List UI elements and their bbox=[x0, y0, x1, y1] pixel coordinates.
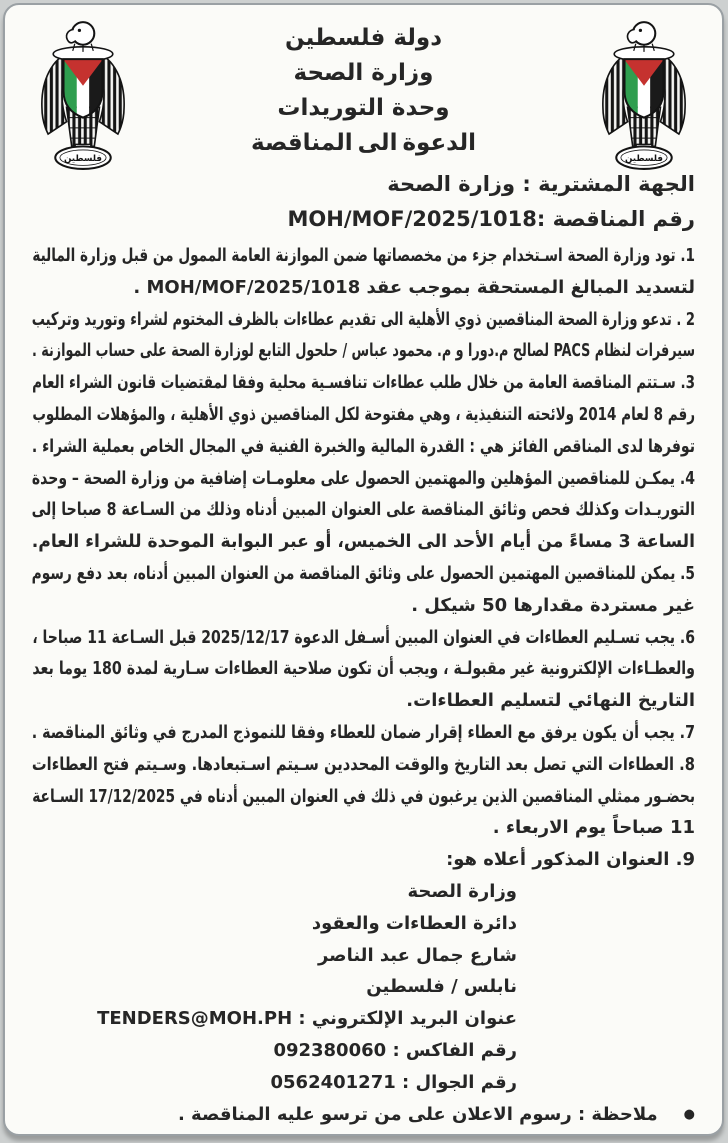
note-text: ملاحظة : رسوم الاعلان على من ترسو عليه المناقصة . bbox=[177, 1103, 658, 1125]
palestinian-coat-of-arms-icon bbox=[31, 17, 135, 171]
tender-item-1 bbox=[32, 240, 695, 304]
tender-item-line: لتسديد المبالغ المستحقة بموجب عقد MOH/MOF/2025/1018 . bbox=[133, 276, 695, 298]
address-line: وزارة الصحة bbox=[407, 880, 517, 902]
tender-item-line: الساعة 3 مساءً من أيام الأحد الى الخميس، أو عبر البوابة الموحدة للشراء العام. bbox=[31, 531, 695, 553]
tender-item-line: 8. العطاءات التي تصل بعد التاريخ والوقت المحددين سـيتم اسـتبعادها. وسـيتم فتح العطاءات bbox=[31, 753, 695, 775]
contact-line: عنوان البريد الإلكتروني : TENDERS@MOH.PH bbox=[97, 1008, 517, 1030]
tender-number-line: رقم المناقصة :MOH/MOF/2025/1018 bbox=[287, 207, 695, 231]
header-invitation-title: الدعوة الى المناقصة bbox=[251, 130, 476, 156]
tender-item-line: غير مستردة مقدارها 50 شيكل . bbox=[411, 594, 695, 616]
tender-body bbox=[5, 237, 722, 1130]
tender-item-line: 1. تود وزارة الصحة اسـتخدام جزء من مخصصاتها ضمن الموازنة العامة الممول من قبل وزارة المالية bbox=[32, 245, 695, 266]
tender-item-line: والعطـاءات الإلكترونية غير مقبولـة ، ويجب أن تكون صلاحية العطاءات سـارية لمدة 180 يوما بعد bbox=[32, 658, 695, 680]
tender-item-line: 3. سـتتم المناقصة العامة من خلال طلب عطاءات تنافسـية محلية وفقا لمقتضيات قانون الشراء العام bbox=[32, 372, 695, 394]
tender-item-5 bbox=[32, 558, 695, 622]
tender-meta bbox=[5, 161, 722, 237]
note-row bbox=[32, 1099, 695, 1131]
tender-item-line: 11 صباحاً يوم الاربعاء . bbox=[492, 817, 695, 839]
tender-item-8 bbox=[32, 749, 695, 844]
address-line: نابلس / فلسطين bbox=[366, 976, 517, 998]
tender-item-line: 6. يجب تسـليم العطاءات في العنوان المبين أسـفل الدعوة 2025/12/17 قبل السـاعة 11 صباحا ، bbox=[32, 626, 695, 648]
tender-item-line: التوريـدات وكذلك فحص وثائق المناقصة على العنوان المبين أدناه وذلك من السـاعة 8 صباحا إلى bbox=[31, 499, 695, 521]
tender-item-line: 5. يمكن للمناقصين المهتمين الحصول على وثائق المناقصة من العنوان المبين أدناه، بعد دفع رسوم bbox=[31, 562, 695, 584]
tender-item-3 bbox=[32, 367, 695, 462]
tender-item-line: التاريخ النهائي لتسليم العطاءات. bbox=[406, 690, 695, 712]
address-line: شارع جمال عبد الناصر bbox=[317, 944, 517, 966]
contact-line: رقم الجوال : 0562401271 bbox=[270, 1071, 517, 1093]
tender-item-line: بحضـور ممثلي المناقصين الذين يرغبون في ذلك في العنوان المبين أدناه في 17/12/2025 السـاعة bbox=[32, 785, 695, 807]
tender-item-line: رقم 8 لعام 2014 ولائحته التنفيذية ، وهي مفتوحة لكل المناقصين ذوي الأهلية ، والمؤهلات المطلوب bbox=[32, 403, 695, 425]
tender-item-6 bbox=[32, 622, 695, 717]
contact-line: رقم الفاكس : 092380060 bbox=[273, 1039, 517, 1061]
tender-item-9 bbox=[32, 844, 695, 876]
tender-item-line: سيرفرات لنظام PACS لصالح م.دورا و م. محمود عباس / حلحول التابع لوزارة الصحة على حساب الموازنة . bbox=[31, 340, 695, 362]
tender-item-4 bbox=[32, 463, 695, 558]
bullet-icon: ● bbox=[683, 1106, 695, 1122]
tender-item-2 bbox=[32, 304, 695, 368]
tender-notice-page bbox=[3, 3, 724, 1136]
header-ministry-name: وزارة الصحة bbox=[293, 60, 434, 86]
header-unit-name: وحدة التوريدات bbox=[277, 95, 450, 121]
header-state-name: دولة فلسطين bbox=[284, 25, 443, 51]
tender-item-line: 2 . تدعو وزارة الصحة المناقصين ذوي الأهلية الى تقديم عطاءات بالظرف المختوم لشراء وتوريد وتركيب bbox=[31, 308, 695, 330]
address-line: دائرة العطاءات والعقود bbox=[311, 912, 517, 934]
tender-item-line: توفرها لدى المناقص الفائز هي : القدرة المالية والخبرة الفنية في المجال الخاص بعملية الشراء . bbox=[31, 435, 695, 457]
palestinian-coat-of-arms-icon bbox=[592, 17, 696, 171]
buyer-entity-line: الجهة المشترية : وزارة الصحة bbox=[387, 172, 695, 196]
tender-item-line: 7. يجب أن يكون يرفق مع العطاء إقرار ضمان للعطاء وفقا للنموذج المدرج في وثائق المناقصة . bbox=[31, 721, 695, 743]
tender-item-line: 4. يمكـن للمناقصين المؤهلين والمهتمين الحصول على معلومـات إضافية من وزارة الصحة – وحدة bbox=[31, 467, 695, 489]
tender-item-line: 9. العنوان المذكور أعلاه هو: bbox=[446, 849, 695, 871]
tender-item-7 bbox=[32, 717, 695, 749]
